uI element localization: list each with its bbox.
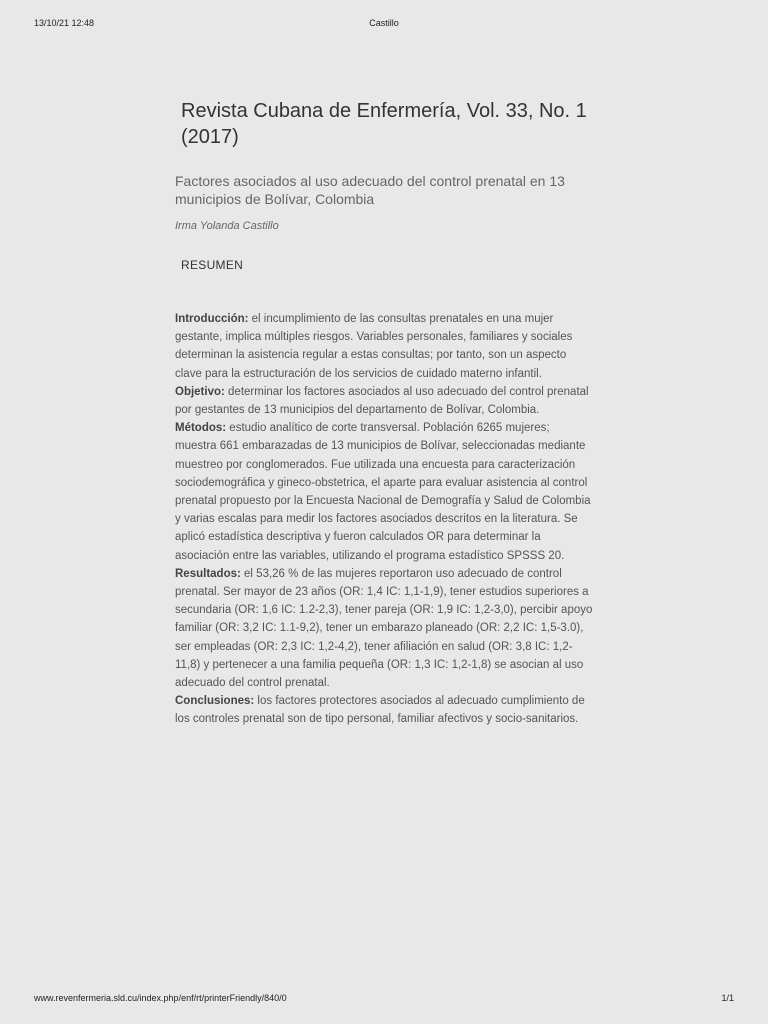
introduccion-text: el incumplimiento de las consultas prenatales en una mujer gestante, implica múltiples riesgos. Variables personales, familiares y sociales determinan la asistencia regular a estas consultas; por tanto, son un aspecto clave para la estructuración de los servicios de cuidado materno infantil. [175, 313, 573, 380]
print-date: 13/10/21 12:48 [34, 18, 95, 28]
print-page-count: 1/1 [721, 993, 734, 1003]
abstract-metodos [175, 419, 593, 565]
article-content [175, 98, 593, 729]
conclusiones-text: los factores protectores asociados al adecuado cumplimiento de los controles prenatal son de tipo personal, familiar afectivos y socio-sanitarios. [175, 695, 585, 726]
journal-title: Revista Cubana de Enfermería, Vol. 33, No. 1 (2017) [181, 100, 587, 148]
article-title: Factores asociados al uso adecuado del control prenatal en 13 municipios de Bolívar, Colombia [175, 173, 565, 207]
resultados-label: Resultados: [175, 567, 241, 580]
abstract-introduccion [175, 310, 593, 383]
article-author: Irma Yolanda Castillo [175, 220, 279, 232]
abstract-conclusiones [175, 692, 593, 728]
print-footer [34, 993, 734, 1007]
print-header [34, 18, 734, 32]
print-doc-title: Castillo [369, 18, 399, 28]
abstract-objetivo [175, 383, 593, 419]
resultados-text: el 53,26 % de las mujeres reportaron uso adecuado de control prenatal. Ser mayor de 23 años (OR: 1,4 IC: 1,1-1,9), tener estudios superiores a secundaria (OR: 1,6 IC: 1.2-2,3), tener pareja (OR: 1,9 IC: 1,2-3,0), percibir apoyo familiar (OR: 3,2 IC: 1.1-9,2), tener un embarazo planeado (OR: 2,2 IC: 1,5-3.0), ser empleadas (OR: 2,3 IC: 1,2-4,2), tener afiliación en salud (OR: 3,8 IC: 1,2-11,8) y pertenecer a una familia pequeña (OR: 1,3 IC: 1,2-1,8) se asocian al uso adecuado del control prenatal. [175, 567, 593, 690]
abstract-resultados [175, 565, 593, 692]
abstract-body [175, 310, 593, 729]
print-url: www.revenfermeria.sld.cu/index.php/enf/rt/printerFriendly/840/0 [34, 993, 287, 1003]
resumen-heading: RESUMEN [181, 258, 244, 272]
objetivo-text: determinar los factores asociados al uso adecuado del control prenatal por gestantes de 13 municipios del departamento de Bolívar, Colombia. [175, 385, 589, 417]
conclusiones-label: Conclusiones: [175, 695, 255, 708]
metodos-text: estudio analítico de corte transversal. Población 6265 mujeres; muestra 661 embarazadas de 13 municipios de Bolívar, seleccionadas mediante muestreo por conglomerados. Fue utilizada una encuesta para caracterización sociodemográfica y gineco-obstetrica, el aparte para evaluar asistencia al control prenatal propuesto por la Encuesta Nacional de Demografía y Salud de Colombia y varias escalas para medir los factores asociados descritos en la literatura. Se aplicó estadística descriptiva y fueron calculados OR para determinar la asociación entre las variables, utilizando el programa estadístico SPSSS 20. [175, 422, 591, 562]
objetivo-label: Objetivo: [175, 385, 225, 398]
introduccion-label: Introducción: [175, 313, 249, 325]
metodos-label: Métodos: [175, 422, 227, 435]
